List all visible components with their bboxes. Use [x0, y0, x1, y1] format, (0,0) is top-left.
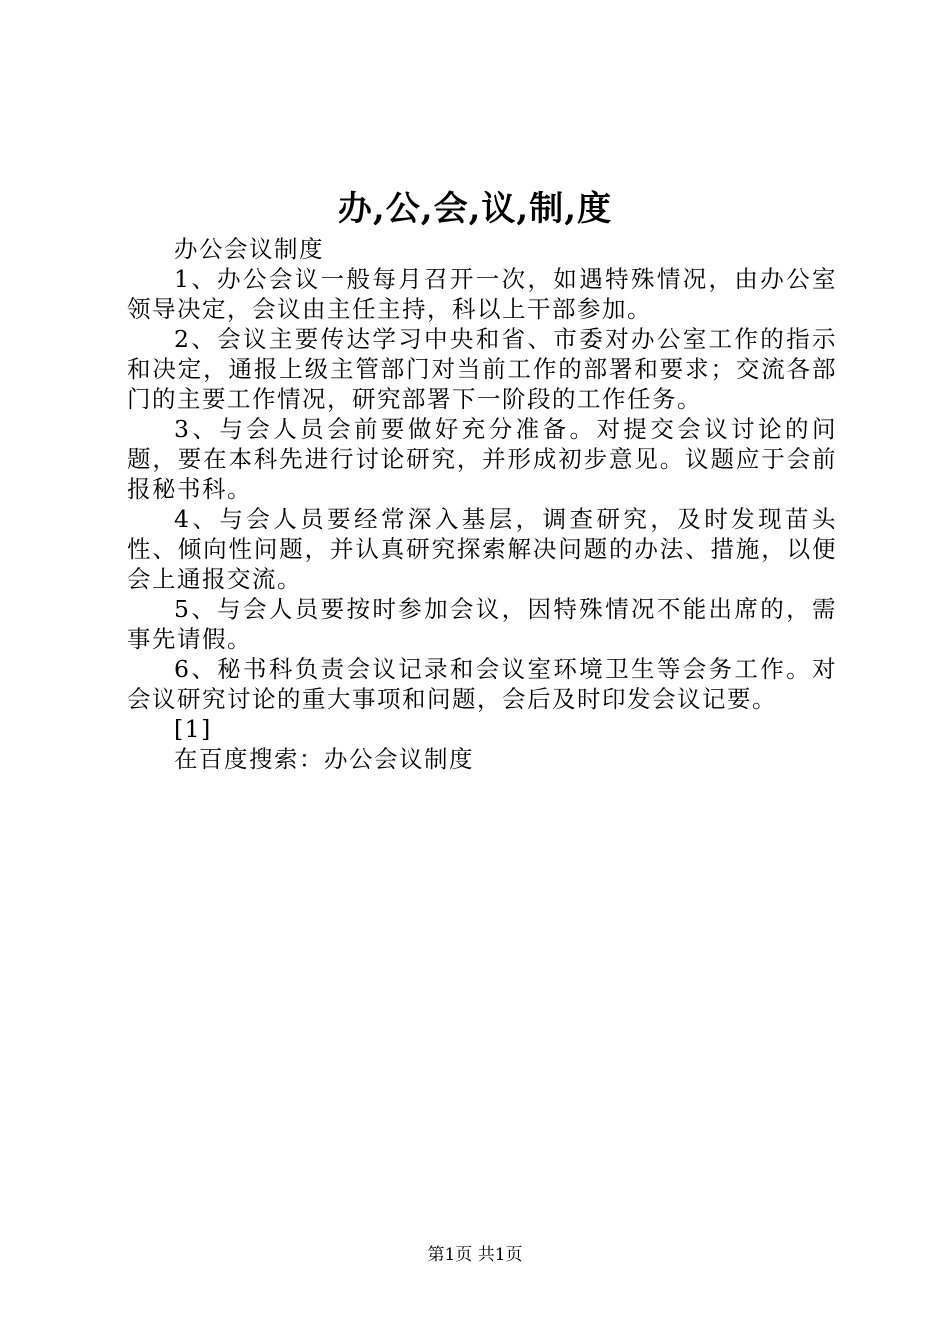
document-body	[127, 234, 837, 774]
paragraph-item-5: 5、与会人员要按时参加会议，因特殊情况不能出席的，需事先请假。	[127, 595, 837, 653]
paragraph-item-1: 1、办公会议一般每月召开一次，如遇特殊情况，由办公室领导决定，会议由主任主持，科以上干部参加。	[127, 265, 837, 323]
search-note: 在百度搜索：办公会议制度	[174, 745, 474, 773]
paragraph-heading: 办公会议制度	[174, 235, 324, 263]
page-footer: 第1页 共1页	[427, 1245, 523, 1265]
reference-marker: [1]	[174, 715, 212, 743]
paragraph-item-2: 2、会议主要传达学习中央和省、市委对办公室工作的指示和决定，通报上级主管部门对当前工作的部署和要求；交流各部门的主要工作情况，研究部署下一阶段的工作任务。	[127, 325, 837, 413]
paragraph-item-3: 3、与会人员会前要做好充分准备。对提交会议讨论的问题，要在本科先进行讨论研究，并形成初步意见。议题应于会前报秘书科。	[127, 415, 837, 503]
paragraph-item-6: 6、秘书科负责会议记录和会议室环境卫生等会务工作。对会议研究讨论的重大事项和问题，会后及时印发会议记要。	[127, 655, 837, 713]
paragraph-item-4: 4、与会人员要经常深入基层，调查研究，及时发现苗头性、倾向性问题，并认真研究探索解决问题的办法、措施，以便会上通报交流。	[127, 505, 837, 593]
document-title: 办,公,会,议,制,度	[337, 189, 613, 229]
